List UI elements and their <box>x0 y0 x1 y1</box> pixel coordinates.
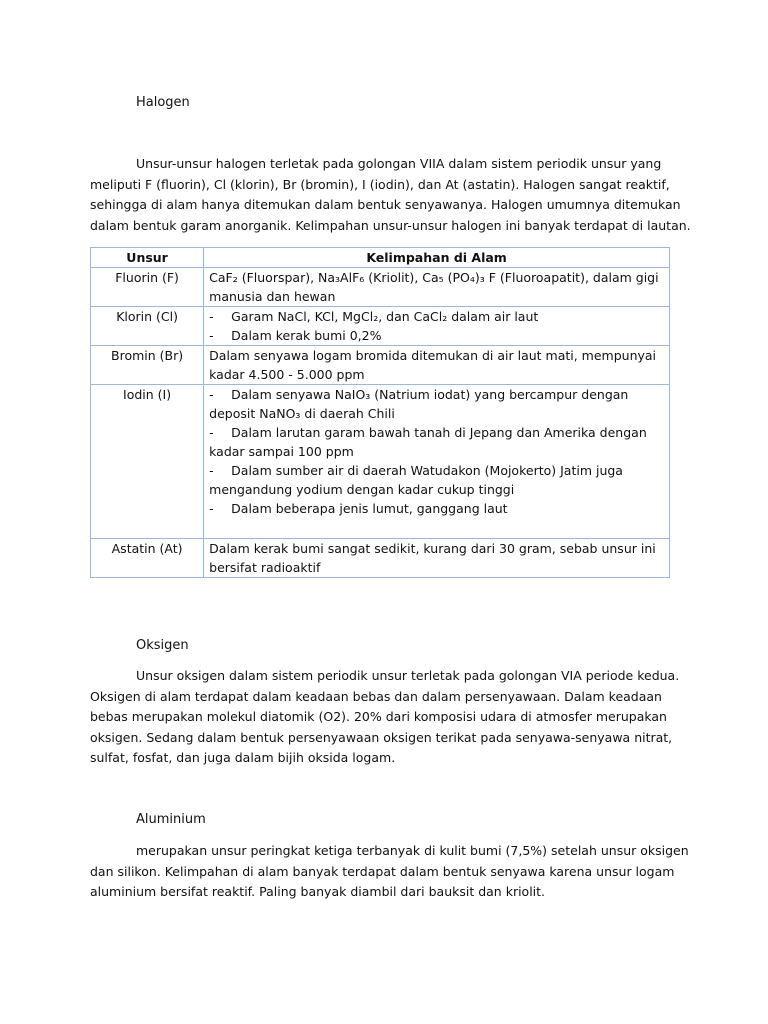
table-row <box>91 346 670 385</box>
cell-line: bersifat radioaktif <box>209 560 321 575</box>
bullet-dash: - <box>209 425 214 440</box>
bullet-line <box>209 385 664 404</box>
bullet-text: Dalam larutan garam bawah tanah di Jepang dan Amerika dengan <box>231 425 647 440</box>
table-body <box>91 268 670 578</box>
cell-line: CaF₂ (Fluorspar), Na₃AlF₆ (Kriolit), Ca₅ (PO₄)₃ F (Fluoroapatit), dalam gigi <box>209 270 659 285</box>
column-header-unsur: Unsur <box>91 248 204 268</box>
paragraph-line: meliputi F (fluorin), Cl (klorin), Br (bromin), I (iodin), dan At (astatin). Halogen sangat reaktif, <box>90 176 670 192</box>
bullet-dash: - <box>209 463 214 478</box>
oksigen-paragraph <box>90 666 680 769</box>
paragraph-line: sehingga di alam hanya ditemukan dalam bentuk senyawanya. Halogen umumnya ditemukan <box>90 197 681 212</box>
bullet-text: Dalam beberapa jenis lumut, ganggang laut <box>231 501 508 516</box>
paragraph-line: dan silikon. Kelimpahan di alam banyak terdapat dalam bentuk senyawa karena unsur logam <box>90 863 675 879</box>
bullet-line <box>209 423 664 442</box>
bullet-dash: - <box>209 328 214 343</box>
bullet-text: Dalam kerak bumi 0,2% <box>231 328 382 343</box>
aluminium-paragraph <box>90 841 689 903</box>
paragraph-line: bebas merupakan molekul diatomik (O2). 20% dari komposisi udara di atmosfer merupakan <box>90 709 667 724</box>
table-row <box>91 385 670 539</box>
paragraph-line: Unsur-unsur halogen terletak pada golongan VIIA dalam sistem periodik unsur yang <box>136 156 662 171</box>
cell-line: deposit NaNO₃ di daerah Chili <box>209 406 395 421</box>
section-title-halogen: Halogen <box>136 95 190 110</box>
cell-unsur: Astatin (At) <box>91 539 204 578</box>
blank-line <box>209 518 664 538</box>
section-title-oksigen: Oksigen <box>136 638 189 653</box>
halogen-abundance-table <box>90 247 670 578</box>
table-header-row <box>91 248 670 268</box>
bullet-line <box>209 307 664 326</box>
bullet-text: Dalam sumber air di daerah Watudakon (Mojokerto) Jatim juga <box>231 463 623 478</box>
cell-unsur: Bromin (Br) <box>91 346 204 385</box>
cell-unsur: Fluorin (F) <box>91 268 204 307</box>
bullet-dash: - <box>209 501 214 516</box>
cell-line: kadar 4.500 - 5.000 ppm <box>209 367 365 382</box>
table-row <box>91 268 670 307</box>
bullet-dash: - <box>209 309 214 324</box>
bullet-text: Dalam senyawa NaIO₃ (Natrium iodat) yang bercampur dengan <box>231 387 629 402</box>
table-row <box>91 307 670 346</box>
paragraph-line: merupakan unsur peringkat ketiga terbanyak di kulit bumi (7,5%) setelah unsur oksigen <box>136 843 689 858</box>
bullet-dash: - <box>209 387 214 402</box>
paragraph-line: aluminium bersifat reaktif. Paling banyak diambil dari bauksit dan kriolit. <box>90 884 546 899</box>
cell-line: kadar sampai 100 ppm <box>209 444 354 459</box>
cell-line: Dalam senyawa logam bromida ditemukan di air laut mati, mempunyai <box>209 348 657 363</box>
paragraph-line: sulfat, fosfat, dan juga dalam bijih oksida logam. <box>90 750 396 765</box>
cell-kelimpahan <box>204 385 670 539</box>
paragraph-line: oksigen. Sedang dalam bentuk persenyawaan oksigen terikat pada senyawa-senyawa nitrat, <box>90 729 673 745</box>
bullet-line <box>209 461 664 480</box>
bullet-line <box>209 499 664 518</box>
cell-unsur: Klorin (Cl) <box>91 307 204 346</box>
paragraph-line: dalam bentuk garam anorganik. Kelimpahan unsur-unsur halogen ini banyak terdapat di lautan. <box>90 217 691 233</box>
bullet-text: Garam NaCl, KCl, MgCl₂, dan CaCl₂ dalam air laut <box>231 309 539 324</box>
paragraph-line: Oksigen di alam terdapat dalam keadaan bebas dan dalam persenyawaan. Dalam keadaan <box>90 688 662 704</box>
cell-kelimpahan <box>204 539 670 578</box>
halogen-paragraph <box>90 154 691 236</box>
bullet-line <box>209 326 664 345</box>
paragraph-line: Unsur oksigen dalam sistem periodik unsur terletak pada golongan VIA periode kedua. <box>136 668 680 683</box>
cell-line: manusia dan hewan <box>209 289 336 304</box>
cell-line: Dalam kerak bumi sangat sedikit, kurang dari 30 gram, sebab unsur ini <box>209 541 656 556</box>
cell-kelimpahan <box>204 268 670 307</box>
table-row <box>91 539 670 578</box>
cell-line: mengandung yodium dengan kadar cukup tinggi <box>209 482 515 497</box>
column-header-kelimpahan: Kelimpahan di Alam <box>204 248 670 268</box>
cell-kelimpahan <box>204 307 670 346</box>
cell-kelimpahan <box>204 346 670 385</box>
section-title-aluminium: Aluminium <box>136 812 206 827</box>
cell-unsur: Iodin (I) <box>91 385 204 539</box>
